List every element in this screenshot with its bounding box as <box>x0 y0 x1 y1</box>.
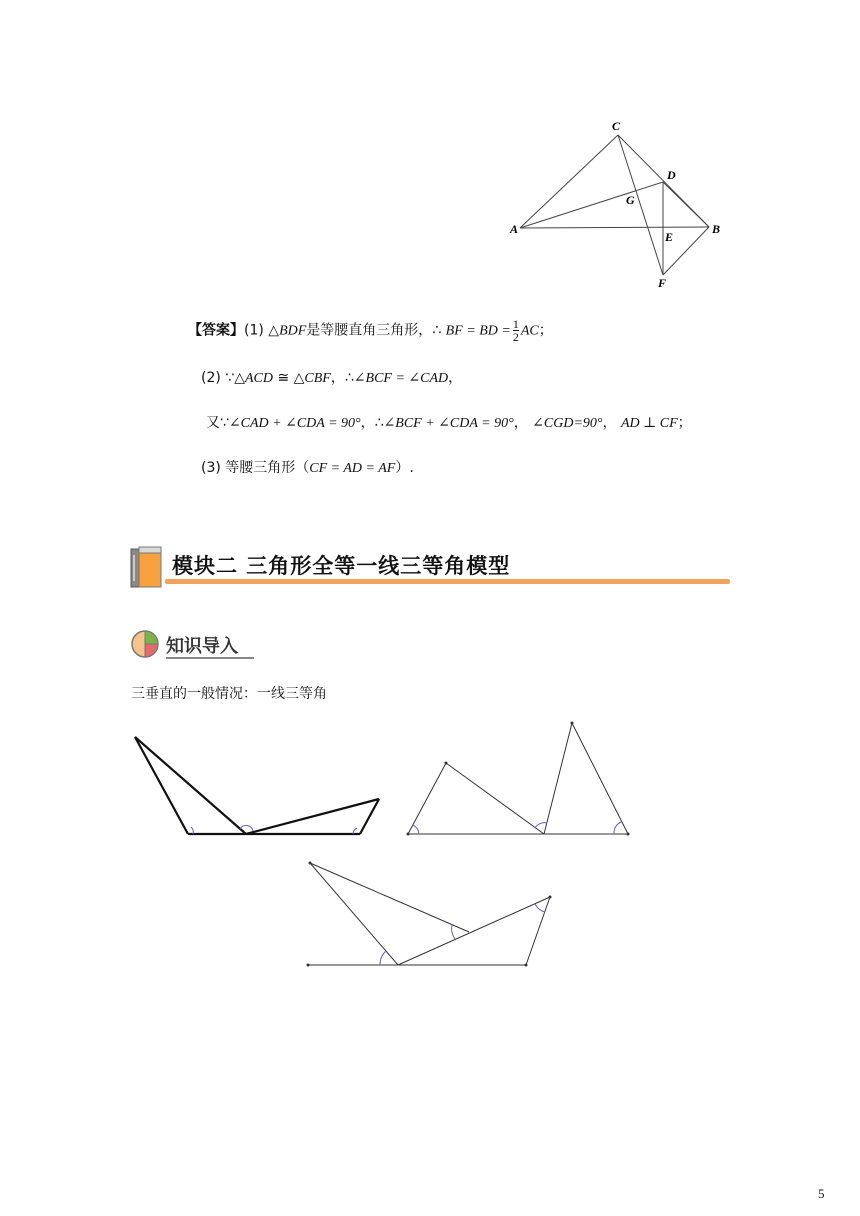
segment-cf <box>618 135 663 275</box>
label-c: C <box>612 119 621 133</box>
answer-1-num: (1) <box>244 322 264 339</box>
triangle-cbf: △CBF <box>293 371 331 386</box>
answer-3-sep3: ， <box>602 415 617 431</box>
page-number: 5 <box>818 1186 825 1201</box>
answer-3-expr4: AD ⊥ CF <box>620 416 678 431</box>
figure-2 <box>407 722 629 835</box>
label-d: D <box>667 168 676 182</box>
segment-ad <box>520 182 663 228</box>
label-g: G <box>626 193 635 207</box>
triangle-acd: △ACD <box>234 371 273 386</box>
book-icon <box>130 545 164 589</box>
answer-line-2 <box>201 367 462 387</box>
answer-3-sep2: ， <box>513 415 528 431</box>
answer-4-expr: CF = AD = AF <box>309 461 396 476</box>
answer-2-sep: ，∴ <box>330 370 354 386</box>
answer-3-expr3: ∠CGD=90° <box>532 416 603 431</box>
pie-chart-icon <box>130 629 160 659</box>
answer-line-3 <box>206 412 692 432</box>
answer-3-you: 又 <box>206 415 220 431</box>
segment-ac <box>520 135 618 228</box>
congruent-symbol: ≅ <box>277 370 290 386</box>
figure-1 <box>135 737 379 834</box>
answer-4-text: 等腰三角形（ <box>225 460 310 476</box>
answer-3-expr2: ∠BCF + ∠CDA = 90° <box>383 416 514 431</box>
answer-1-text: 是等腰直角三角形， <box>306 322 433 339</box>
therefore-symbol: ∴ <box>432 322 442 339</box>
triangle-name: BDF <box>279 323 307 339</box>
answer-4-num: (3) <box>201 460 221 476</box>
one-line-three-angles-figures <box>0 700 860 980</box>
because-symbol-2: ∵ <box>220 415 229 431</box>
module-underline <box>165 579 730 584</box>
knowledge-underline <box>166 657 254 659</box>
answer-2-end: ， <box>448 370 463 386</box>
knowledge-title: 知识导入 <box>166 636 238 657</box>
answer-3-expr1: ∠CAD + ∠CDA = 90° <box>228 416 361 431</box>
answer-3-end: ； <box>677 415 692 431</box>
answer-1-end: ； <box>538 322 553 339</box>
answer-3-sep1: ，∴ <box>360 415 384 431</box>
segment-ab <box>520 227 709 228</box>
because-symbol: ∵ <box>225 370 235 386</box>
fraction-numerator: 1 <box>512 317 519 331</box>
answer-1-expr: BF = BD = <box>445 323 511 339</box>
segment-db <box>663 182 709 227</box>
label-e: E <box>665 230 674 244</box>
answer-line-1 <box>188 318 553 343</box>
geometry-figure-top <box>500 115 740 295</box>
label-a: A <box>510 222 519 236</box>
module-title: 模块二 三角形全等一线三等角模型 <box>172 554 511 578</box>
answer-line-4 <box>201 457 414 477</box>
answer-2-num: (2) <box>201 370 221 386</box>
intro-text: 三垂直的一般情况：一线三等角 <box>131 686 327 702</box>
answer-1-ac: AC <box>520 323 539 339</box>
fraction-denominator: 2 <box>512 330 519 344</box>
triangle-symbol: △ <box>268 322 280 339</box>
label-f: F <box>658 276 667 290</box>
answer-4-end: ）. <box>395 460 414 476</box>
answer-2-expr: ∠BCF = ∠CAD <box>353 371 449 386</box>
label-b: B <box>712 222 721 236</box>
fraction-half <box>513 318 519 343</box>
answer-tag: 【答案】 <box>188 322 244 339</box>
figure-3 <box>307 862 551 966</box>
